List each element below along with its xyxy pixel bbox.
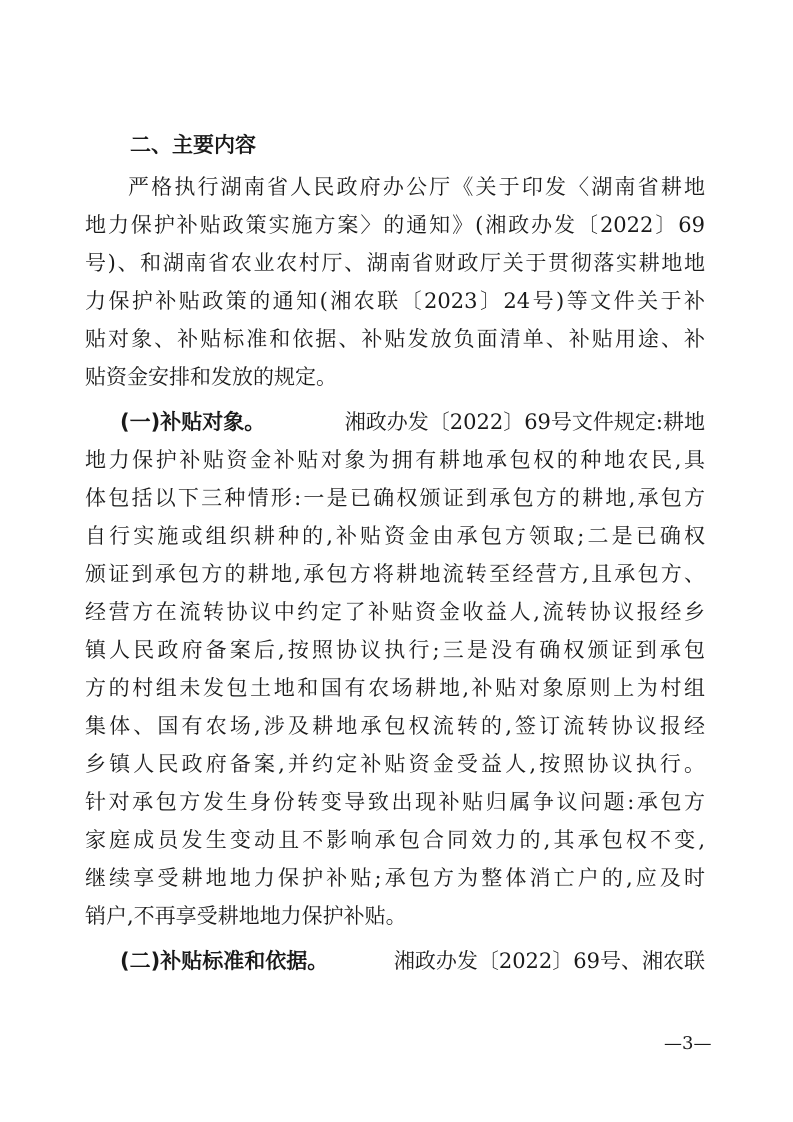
paragraph-line: 自行实施或组织耕种的,补贴资金由承包方领取;二是已确权 <box>85 524 705 548</box>
paragraph-line: 乡镇人民政府备案,并约定补贴资金受益人,按照协议执行。 <box>85 752 705 776</box>
paragraph-line: 力保护补贴政策的通知(湘农联〔2023〕24号)等文件关于补 <box>85 289 705 313</box>
paragraph-line: 颁证到承包方的耕地,承包方将耕地流转至经营方,且承包方、 <box>85 562 705 586</box>
subsection-first-line <box>120 946 705 976</box>
paragraph-line: 经营方在流转协议中约定了补贴资金收益人,流转协议报经乡 <box>85 600 705 624</box>
paragraph-line: 方的村组未发包土地和国有农场耕地,补贴对象原则上为村组 <box>85 676 705 700</box>
paragraph-line: 严格执行湖南省人民政府办公厅《关于印发〈湖南省耕地 <box>128 175 705 199</box>
paragraph-line: 体包括以下三种情形:一是已确权颁证到承包方的耕地,承包方 <box>85 486 705 510</box>
subsection-text: 湘政办发〔2022〕69号文件规定:耕地 <box>344 410 705 434</box>
paragraph-line: 号)、和湖南省农业农村厅、湖南省财政厅关于贯彻落实耕地地 <box>85 251 705 275</box>
paragraph-line: 贴资金安排和发放的规定。 <box>85 365 337 389</box>
paragraph-line: 镇人民政府备案后,按照协议执行;三是没有确权颁证到承包 <box>85 638 705 662</box>
page-number: —3— <box>664 1033 712 1054</box>
paragraph-line: 地力保护补贴政策实施方案〉的通知》(湘政办发〔2022〕69 <box>85 213 705 237</box>
paragraph-line: 针对承包方发生身份转变导致出现补贴归属争议问题:承包方 <box>85 790 705 814</box>
paragraph-line: 销户,不再享受耕地地力保护补贴。 <box>85 904 407 928</box>
paragraph-line: 贴对象、补贴标准和依据、补贴发放负面清单、补贴用途、补 <box>85 327 705 351</box>
section-heading: 二、主要内容 <box>130 133 256 157</box>
subsection-label: (二)补贴标准和依据。 <box>120 949 329 973</box>
paragraph-line: 家庭成员发生变动且不影响承包合同效力的,其承包权不变, <box>85 828 705 852</box>
paragraph-line: 集体、国有农场,涉及耕地承包权流转的,签订流转协议报经 <box>85 714 705 738</box>
subsection-text: 湘政办发〔2022〕69号、湘农联 <box>393 949 705 973</box>
paragraph-line: 继续享受耕地地力保护补贴;承包方为整体消亡户的,应及时 <box>85 866 705 890</box>
subsection-label: (一)补贴对象。 <box>120 410 266 434</box>
paragraph-line: 地力保护补贴资金补贴对象为拥有耕地承包权的种地农民,具 <box>85 448 705 472</box>
subsection-first-line <box>120 407 705 437</box>
